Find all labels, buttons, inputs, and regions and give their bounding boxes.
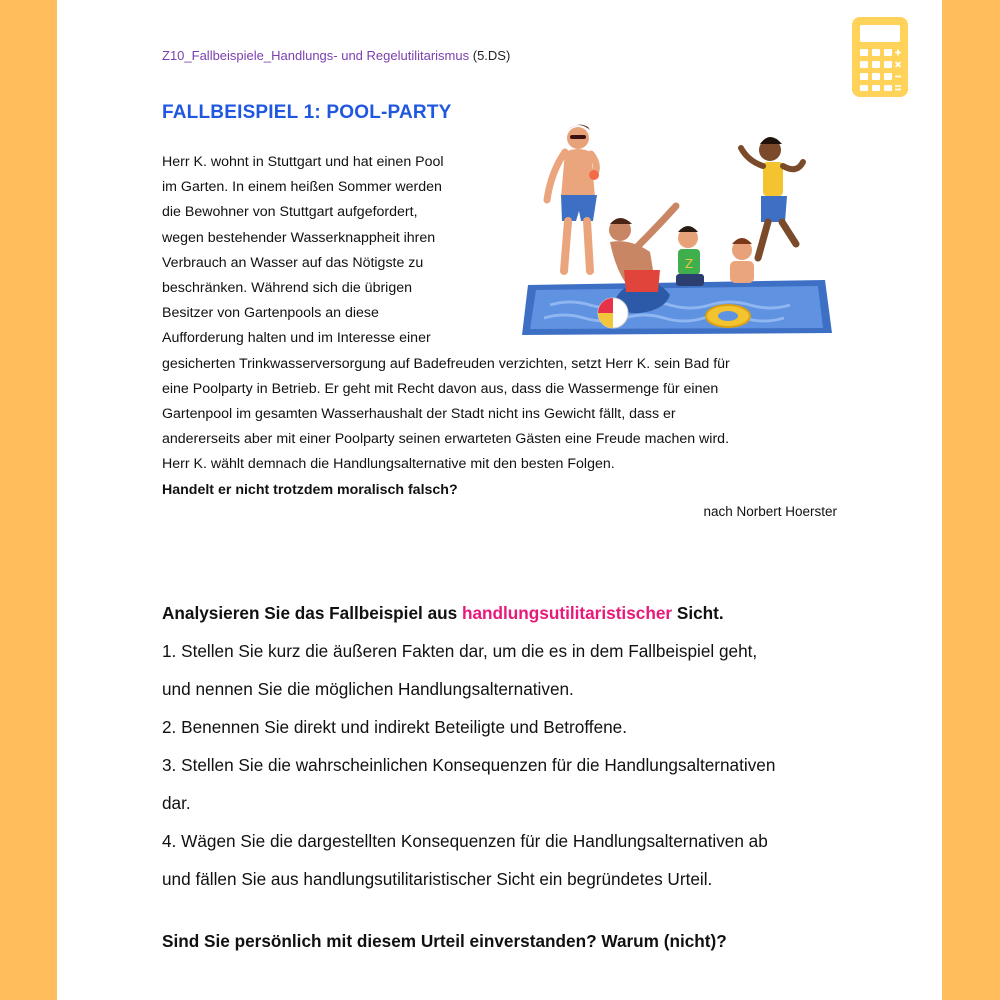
story-line: im Garten. In einem heißen Sommer werden — [162, 179, 442, 196]
task-list — [162, 594, 862, 898]
task-heading-highlight: handlungsutilitaristischer — [461, 603, 673, 623]
task-line: und nennen Sie die möglichen Handlungsalternativen. — [162, 679, 574, 699]
task-heading-after: Sicht. — [672, 603, 724, 623]
file-suffix: (5.DS) — [469, 48, 511, 63]
calculator-icon[interactable] — [852, 17, 908, 97]
case-title: FALLBEISPIEL 1: POOL-PARTY — [162, 102, 452, 123]
task-heading-before: Analysieren Sie das Fallbeispiel aus — [162, 603, 462, 623]
task-line: 3. Stellen Sie die wahrscheinlichen Konsequenzen für die Handlungsalternativen — [162, 755, 776, 775]
story-line: Verbrauch an Wasser auf das Nötigste zu — [162, 254, 424, 271]
story-line: Besitzer von Gartenpools an diese — [162, 305, 379, 322]
task-line: dar. — [162, 793, 191, 813]
story-line: Herr K. wählt demnach die Handlungsalternative mit den besten Folgen. — [162, 456, 615, 473]
task-line: und fällen Sie aus handlungsutilitaristischer Sicht ein begründetes Urteil. — [162, 869, 713, 889]
file-name: Z10_Fallbeispiele_Handlungs- und Regelutilitarismus — [162, 48, 470, 63]
case-story — [162, 150, 842, 503]
document-header — [162, 48, 510, 63]
task-line: 2. Benennen Sie direkt und indirekt Beteiligte und Betroffene. — [162, 717, 628, 737]
story-line: Aufforderung halten und im Interesse einer — [162, 330, 431, 347]
story-line: die Bewohner von Stuttgart aufgefordert, — [162, 204, 418, 221]
story-line: eine Poolparty in Betrieb. Er geht mit Recht davon aus, dass die Wassermenge für einen — [162, 380, 719, 397]
story-line: wegen bestehender Wasserknappheit ihren — [162, 229, 436, 246]
case-question: Handelt er nicht trotzdem moralisch falsch? — [162, 481, 458, 498]
source-attribution: nach Norbert Hoerster — [703, 504, 837, 519]
task-line: 1. Stellen Sie kurz die äußeren Fakten dar, um die es in dem Fallbeispiel geht, — [162, 641, 758, 661]
story-line: andererseits aber mit einer Poolparty seinen erwarteten Gästen eine Freude machen wird. — [162, 431, 730, 448]
final-question: Sind Sie persönlich mit diesem Urteil einverstanden? Warum (nicht)? — [162, 931, 727, 951]
story-line: Gartenpool im gesamten Wasserhaushalt der Stadt nicht ins Gewicht fällt, dass er — [162, 406, 676, 423]
story-line: Herr K. wohnt in Stuttgart und hat einen Pool — [162, 154, 444, 170]
story-line: beschränken. Während sich die übrigen — [162, 280, 413, 297]
task-heading — [162, 594, 862, 632]
task-line: 4. Wägen Sie die dargestellten Konsequenzen für die Handlungsalternativen ab — [162, 831, 768, 851]
story-line: gesicherten Trinkwasserversorgung auf Badefreuden verzichten, setzt Herr K. sein Bad für — [162, 355, 730, 372]
svg-text:Z: Z — [685, 257, 694, 271]
